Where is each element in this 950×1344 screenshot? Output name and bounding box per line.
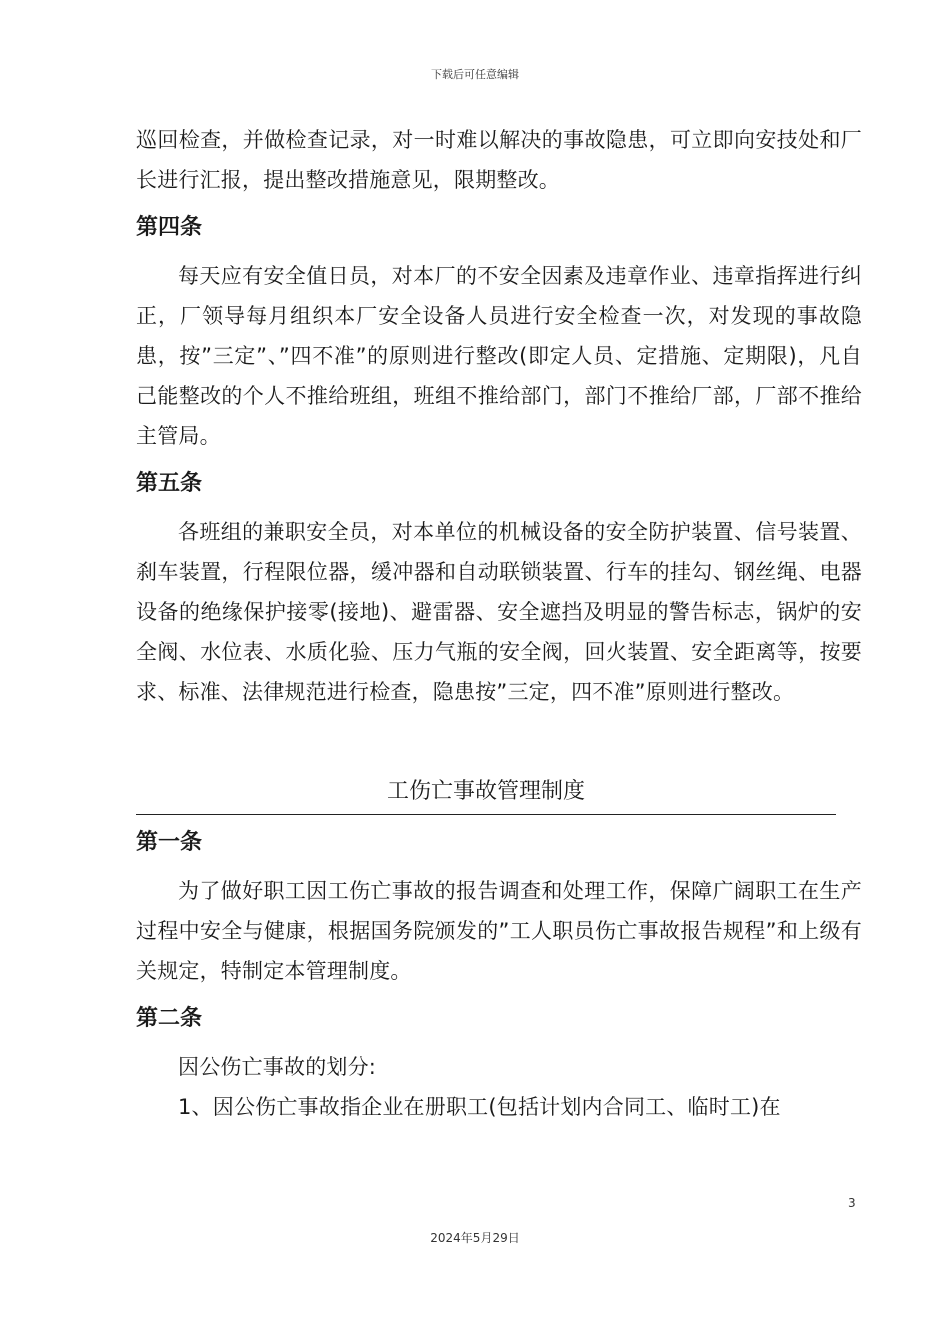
article-4-text: 每天应有安全值日员，对本厂的不安全因素及违章作业、违章指挥进行纠正，厂领导每月组织本厂安全设备人员进行安全检查一次，对发现的事故隐患，按”三定”、”四不准”的原则进行整改(即定人员、定措施、定期限)，凡自己能整改的个人不推给班组，班组不推给部门，部门不推给厂部，厂部不推给主管局。	[136, 264, 862, 448]
page-header: 下载后可任意编辑	[431, 68, 519, 81]
paragraph-continued: 巡回检查，并做检查记录，对一时难以解决的事故隐患，可立即向安技处和厂长进行汇报，提出整改措施意见，限期整改。	[136, 128, 862, 192]
article-5-text: 各班组的兼职安全员，对本单位的机械设备的安全防护装置、信号装置、刹车装置，行程限位器，缓冲器和自动联锁装置、行车的挂勾、钢丝绳、电器设备的绝缘保护接零(接地)、避雷器、安全遮挡及明显的警告标志，锅炉的安全阀、水位表、水质化验、压力气瓶的安全阀，回火装置、安全距离等，按要求、标准、法律规范进行检查，隐患按”三定，四不准”原则进行整改。	[136, 520, 862, 704]
section-spacer	[136, 712, 862, 772]
document-body	[136, 120, 862, 1127]
section2-article-2-item-1: 1、因公伤亡事故指企业在册职工(包括计划内合同工、临时工)在	[178, 1095, 781, 1119]
page-footer-date: 2024年5月29日	[430, 1231, 520, 1245]
section2-article-2-heading: 第二条	[136, 1006, 203, 1031]
section2-article-1-heading: 第一条	[136, 830, 203, 855]
page-number: 3	[848, 1196, 856, 1210]
section2-article-1-text: 为了做好职工因工伤亡事故的报告调查和处理工作，保障广阔职工在生产过程中安全与健康，根据国务院颁发的”工人职员伤亡事故报告规程”和上级有关规定，特制定本管理制度。	[136, 879, 862, 983]
section-title-underline	[136, 772, 836, 815]
article-4-heading: 第四条	[136, 215, 203, 240]
article-5-heading: 第五条	[136, 471, 203, 496]
section-title: 工伤亡事故管理制度	[386, 779, 585, 804]
section2-article-2-intro: 因公伤亡事故的划分:	[178, 1055, 377, 1079]
